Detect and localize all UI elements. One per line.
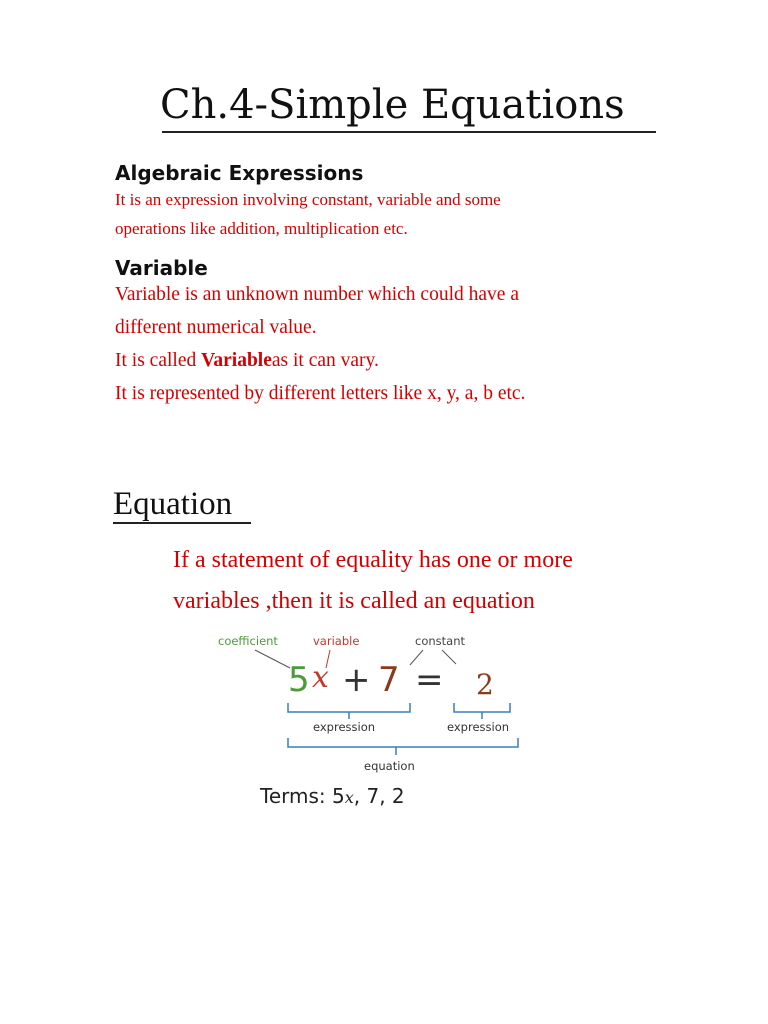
diagram-lines <box>210 630 540 780</box>
title-underline <box>162 131 656 133</box>
terms-line <box>260 784 405 808</box>
constant-pointer-right <box>442 650 456 664</box>
equation-diagram <box>210 630 540 780</box>
expression-label-left: expression <box>313 720 376 734</box>
equation-bracket <box>288 738 518 747</box>
equation-definition-line-2: variables ,then it is called an equation <box>173 588 535 614</box>
equation-definition-line-1: If a statement of equality has one or more <box>173 547 573 573</box>
constant-label: constant <box>415 634 465 648</box>
plus-sign: + <box>342 660 371 700</box>
variable-definition-line-3 <box>115 350 379 372</box>
variable-line-3-suffix: as it can vary. <box>271 350 379 371</box>
terms-label: Terms: 5 <box>260 784 345 808</box>
right-hand-side-value: 2 <box>476 668 494 701</box>
algebraic-definition-line-1: It is an expression involving constant, variable and some <box>115 190 501 209</box>
variable-definition-line-4: It is represented by different letters like x, y, a, b etc. <box>115 383 526 404</box>
coefficient-value: 5 <box>288 660 310 700</box>
variable-bold-term: Variable <box>201 350 272 371</box>
coefficient-pointer <box>255 650 290 668</box>
terms-rest: , 7, 2 <box>353 784 405 808</box>
variable-definition-line-1: Variable is an unknown number which could have a <box>115 284 519 305</box>
equation-heading: Equation <box>113 486 233 522</box>
variable-value: x <box>312 660 329 695</box>
algebraic-definition-line-2: operations like addition, multiplication etc. <box>115 219 408 238</box>
terms-variable: x <box>344 788 354 807</box>
coefficient-label: coefficient <box>218 634 278 648</box>
constant-value: 7 <box>378 660 400 700</box>
algebraic-expressions-heading: Algebraic Expressions <box>115 161 364 185</box>
variable-line-3-prefix: It is called <box>115 350 202 371</box>
variable-label: variable <box>313 634 360 648</box>
variable-heading: Variable <box>115 256 208 280</box>
equation-heading-underline <box>113 522 251 524</box>
equals-sign: = <box>415 660 444 700</box>
expression-bracket-right <box>454 703 510 712</box>
expression-label-right: expression <box>447 720 510 734</box>
variable-definition-line-2: different numerical value. <box>115 317 317 338</box>
expression-bracket-left <box>288 703 410 712</box>
equation-label: equation <box>364 759 415 773</box>
page-title: Ch.4-Simple Equations <box>160 82 625 128</box>
